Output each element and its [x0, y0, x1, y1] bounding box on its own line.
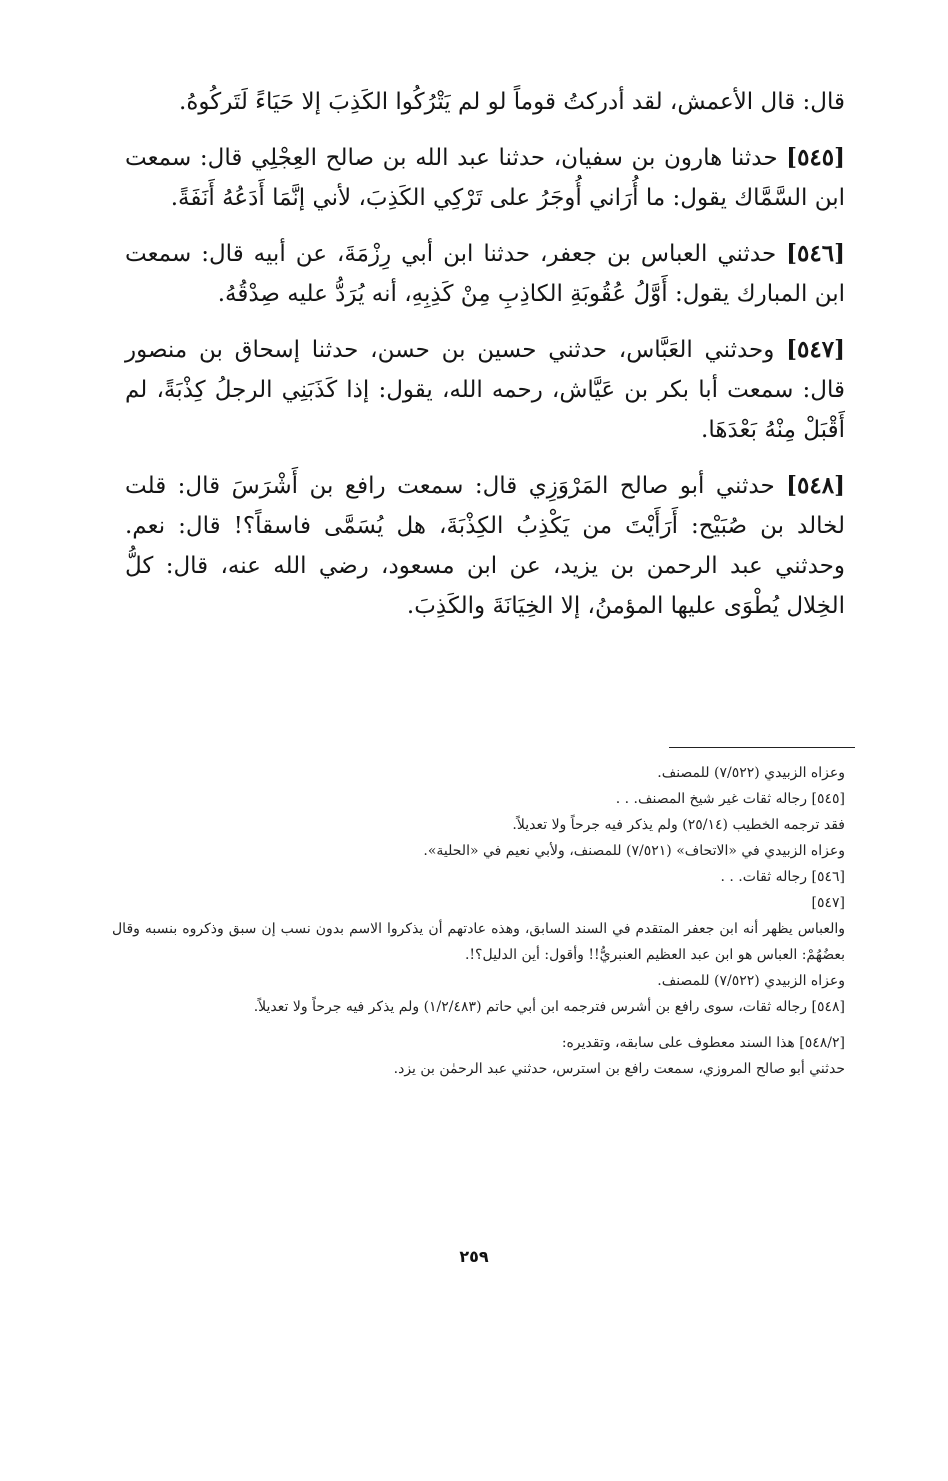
footnotes	[112, 760, 845, 1082]
intro-paragraph	[125, 82, 845, 122]
hadith-text: حدثنا هارون بن سفيان، حدثنا عبد الله بن صالح العِجْلِي قال: سمعت ابن السَّمَّاك يقول: ما أُرَاني أُوجَرُ على تَرْكِي الكَذِبَ، لأني إنَّمَا أَدَعُهُ أَنَفَةً.	[125, 145, 845, 211]
footnote-line: حدثني أبو صالح المروزي، سمعت رافع بن استرس، حدثني عبد الرحمٰن بن يزد.	[393, 1061, 845, 1077]
hadith-548	[125, 466, 845, 626]
hadith-545	[125, 138, 845, 218]
footnote-line: [٥٤٨/٢] هذا السند معطوف على سابقه، وتقديره:	[561, 1035, 845, 1051]
footnote-line: [٥٤٧]	[811, 895, 845, 911]
footnote-line: فقد ترجمه الخطيب (٢٥/١٤) ولم يذكر فيه جرحاً ولا تعديلاً.	[512, 817, 845, 833]
hadith-text: حدثني أبو صالح المَرْوَزِي قال: سمعت رافع بن أَشْرَسَ قال: قلت لخالد بن صُبَيْح: أَرَأَيْتَ من يَكْذِبُ الكِذْبَةَ، هل يُسَمَّى فاسقاً؟! قال: نعم. وحدثني عبد الرحمن بن يزيد، عن ابن مسعود، رضي الله عنه، قال: كلُّ الخِلال يُطْوَى عليها المؤمنُ، إلا الخِيَانَةَ والكَذِبَ.	[125, 473, 845, 619]
footnote-line: [٥٤٨] رجاله ثقات، سوى رافع بن أشرس فترجمه ابن أبي حاتم (١/٢/٤٨٣) ولم يذكر فيه جرحاً ولا تعديلاً.	[253, 999, 845, 1015]
hadith-546	[125, 234, 845, 314]
hadith-547	[125, 330, 845, 450]
hadith-number: [٥٤٧]	[786, 336, 845, 363]
footnote-line: وعزاه الزبيدي في «الاتحاف» (٧/٥٢١) للمصنف، ولأبي نعيم في «الحلية».	[423, 843, 845, 859]
hadith-number: [٥٤٨]	[786, 472, 845, 499]
footnote-line: وعزاه الزبيدي (٧/٥٢٢) للمصنف.	[657, 765, 845, 781]
footnote-line: وعزاه الزبيدي (٧/٥٢٢) للمصنف.	[657, 973, 845, 989]
hadith-number: [٥٤٥]	[786, 144, 846, 171]
footnote-separator	[669, 747, 855, 748]
footnote-line: [٥٤٦] رجاله ثقات. . .	[720, 869, 845, 885]
hadith-number: [٥٤٦]	[786, 240, 845, 267]
footnote-line: والعباس يظهر أنه ابن جعفر المتقدم في السند السابق، وهذه عادتهم أن يذكروا الاسم بدون نسب إن سبق وذكروه بنسبه وقال بعضُهُمْ: العباس هو ابن عبد العظيم العنبريُّ!! وأقول: أين الدليل؟!.	[112, 921, 845, 963]
intro-text: قال: قال الأعمش، لقد أدركتُ قوماً لو لم يَتْرُكُوا الكَذِبَ إلا حَيَاءً لَتَركُوهُ.	[179, 89, 845, 115]
page-number: ٢٥٩	[459, 1247, 489, 1266]
hadith-text: حدثني العباس بن جعفر، حدثنا ابن أبي رِزْمَةَ، عن أبيه قال: سمعت ابن المبارك يقول: أَوَّلُ عُقُوبَةِ الكاذِبِ مِنْ كَذِبِهِ، أنه يُرَدُّ عليه صِدْقُهُ.	[125, 241, 845, 307]
main-text	[125, 82, 845, 642]
footnote-line: [٥٤٥] رجاله ثقات غير شيخ المصنف. . .	[615, 791, 845, 807]
hadith-text: وحدثني العَبَّاس، حدثني حسين بن حسن، حدثنا إسحاق بن منصور قال: سمعت أبا بكر بن عَيَّاش، رحمه الله، يقول: إذا كَذَبَنِي الرجلُ كِذْبَةً، لم أَقْبَلْ مِنْهُ بَعْدَهَا.	[125, 337, 845, 443]
